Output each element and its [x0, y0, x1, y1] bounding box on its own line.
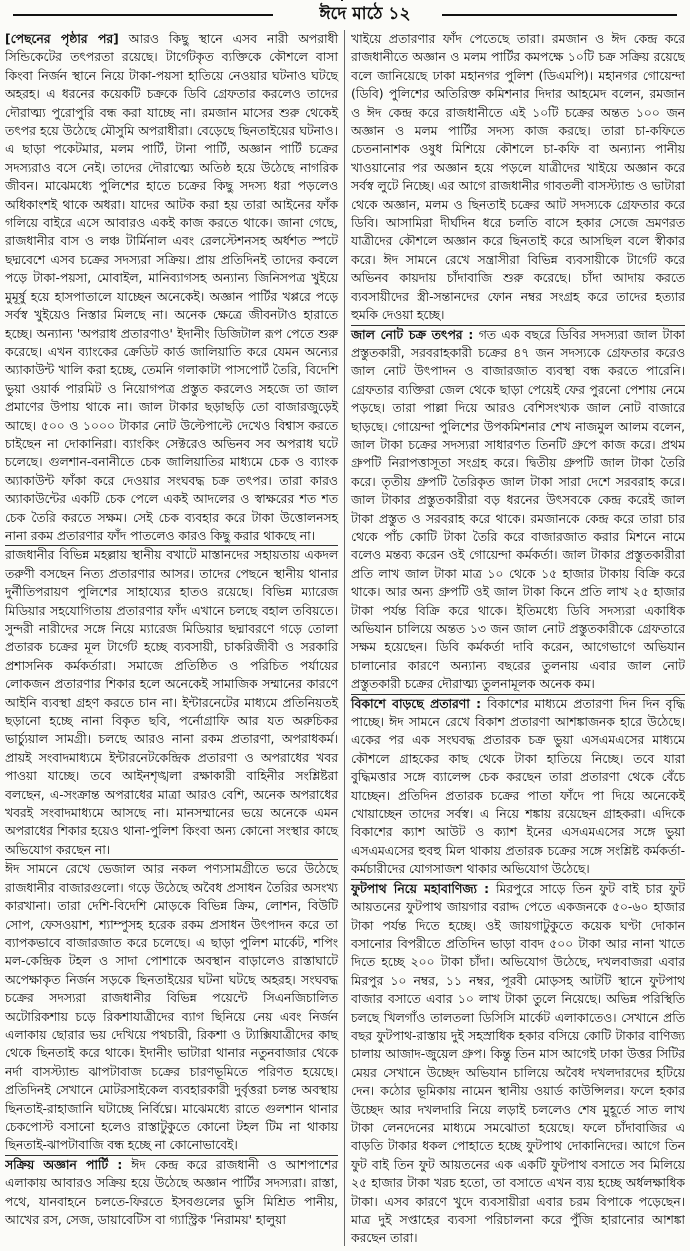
paragraph [351, 325, 685, 694]
paragraph-text: খাইয়ে প্রতারণার ফাঁদ পেতেছে তারা। রমজান ও ঈদ কেন্দ্র করে রাজধানীতে অজ্ঞান ও মলম পার্টির কমপক্ষে ১০টি চক্র সক্রিয় রয়েছে বলে জানিয়েছে ঢাকা মহানগর পুলিশ (ডিএমপি)। মহানগর গোয়েন্দা (ডিবি) পুলিশের অতিরিক্ত কমিশনার দিদার আহমেদ বলেন, রমজান ও ঈদ কেন্দ্র করে রাজধানীতে এই ১০টি চক্রের অন্তত ১০০ জন অজ্ঞান ও মলম পার্টির সদস্য কাজ করছে। তারা চা-কফিতে চেতনানাশক ওষুধ মিশিয়ে কৌশলে চা-কফি বা অন্যান্য পানীয় খাওয়ানোর পর অজ্ঞান হয়ে পড়লে যাত্রীদের খাইয়ে অজ্ঞান করে সর্বস্ব লুটে নিচ্ছে। এর আগে রাজধানীর গাবতলী বাসস্ট্যান্ড ও ভাটারা থেকে অজ্ঞান, মলম ও ছিনতাই চক্রের আট সদস্যকে গ্রেফতার করে ডিবি। আসামিরা দীর্ঘদিন ধরে চলতি বাসে হকার সেজে ভ্রমণরত যাত্রীদের কৌশলে অজ্ঞান করে ছিনতাই করে আসছিল বলে স্বীকার করে। ঈদ সামনে রেখে সন্ত্রাসীরা বিভিন্ন ব্যবসায়ীকে টার্গেট করে অভিনব কায়দায় চাঁদাবাজি শুরু করেছে। চাঁদা আদায় করতে ব্যবসায়ীদের স্ত্রী-সন্তানদের ফোন নম্বর সংগ্রহ করে তাদের হত্যার হুমকি দেওয়া হচ্ছে। [351, 32, 685, 323]
paragraph [351, 879, 685, 1246]
paragraph-text: রাজধানীর বিভিন্ন মহল্লায় স্থানীয় বখাটে মাস্তানদের সহায়তায় একদল তরুণী বসছেন নিত্য প্রতারণার আসর। তাদের পেছনে স্থানীয় থানার দুর্নীতিপরায়ণ পুলিশের সাহায্যের হাতও রয়েছে। বিভিন্ন ম্যারেজ মিডিয়ার সহযোগিতায় প্রতারণার ফাঁদ এখানে চলছে বহাল তবিয়তে। সুন্দরী নারীদের সঙ্গে নিয়ে ম্যারেজ মিডিয়ার ছদ্মাবরণে গড়ে তোলা প্রতারক চক্রের মূল টার্গেট হচ্ছে ব্যবসায়ী, চাকরিজীবী ও সরকারি প্রশাসনিক কর্মকর্তারা। সমাজে প্রতিষ্ঠিত ও পরিচিত পর্যায়ের লোকজন প্রতারণার শিকার হলে অনেকেই সামাজিক সম্মানের কারণে আইনি ব্যবস্থা গ্রহণ করতে চান না। ইন্টারনেটের মাধ্যমে প্রতিনিয়তই ছড়ানো হচ্ছে নানা বিকৃত ছবি, পর্নোগ্রাফি আর যত অরুচিকর ভার্চ্যুয়াল সামগ্রী। চলছে আরও নানা রকম প্রতারণা, অপরাধকর্ম। প্রায়ই সংবাদমাধ্যমে ইন্টারনেটকেন্দ্রিক প্রতারণা ও অপরাধের খবর পাওয়া যাচ্ছে। তবে আইনশৃঙ্খলা রক্ষাকারী বাহিনীর সংশ্লিষ্টরা বলছেন, এ-সংক্রান্ত অপরাধের মাত্রা আরও বেশি, অনেক অপরাধের খবরই সংবাদমাধ্যমে আসছে না। মানসম্মানের ভয়ে অনেকে এমন অপরাধের শিকার হয়েও থানা-পুলিশ কিংবা অন্য কোনো সংস্থার কাছে অভিযোগ করছেন না। [5, 548, 338, 857]
paragraph [5, 545, 338, 859]
right-column [345, 30, 685, 1246]
header-rule-right [442, 14, 677, 16]
continuation-marker: [পেছনের পৃষ্ঠার পর] [5, 32, 119, 46]
paragraph [5, 859, 338, 1155]
paragraph [5, 1155, 338, 1230]
left-column [5, 30, 345, 1246]
section-heading: ফুটপাথ নিয়ে মহাবাণিজ্য : [351, 881, 490, 896]
paragraph-text: আরও কিছু স্থানে এসব নারী অপরাধী সিন্ডিকেটের তৎপরতা রয়েছে। টার্গেটকৃত ব্যক্তিকে কৌশলে বাসা কিংবা নির্জন স্থানে নিয়ে টাকা-পয়সা হাতিয়ে নেওয়ার ঘটনাও ঘটছে অহরহ। এ ধরনের কয়েকটি চক্রকে ডিবি গ্রেফতার করলেও তাদের দৌরাত্ম্য পুরোপুরি বন্ধ করা যাচ্ছে না। রমজান মাসের শুরু থেকেই তৎপর হয়ে উঠেছে মৌসুমি অপরাধীরা। বেড়েছে ছিনতাইয়ের ঘটনাও। এ ছাড়া পকেটমার, মলম পার্টি, টানা পার্টি, অজ্ঞান পার্টি চক্রের সদস্যরাও বসে নেই। তাদের দৌরাত্ম্যে অতিষ্ঠ হয়ে উঠেছে নাগরিক জীবন। মাঝেমধ্যে পুলিশের হাতে চক্রের কিছু সদস্য ধরা পড়লেও অধিকাংশই থাকে অধরা। যাদের আটক করা হয় তারা আইনের ফাঁক গলিয়ে বাইরে এসে আবারও একই কাজ করতে থাকে। জানা গেছে, রাজধানীর বাস ও লঞ্চ টার্মিনাল এবং রেলস্টেশনসহ অর্ধশত স্পটে ছদ্মবেশে এসব চক্রের সদস্যরা সক্রিয়। প্রায় প্রতিদিনই তাদের কবলে পড়ে টাকা-পয়সা, মোবাইল, মানিব্যাগসহ অন্যান্য জিনিসপত্র খুইয়ে মুমূর্ষু হয়ে হাসপাতালে যাচ্ছেন অনেকেই। অজ্ঞান পার্টির খপ্পরে পড়ে সর্বস্ব খুইয়েও নিস্তার মিলছে না। অনেক ক্ষেত্রে জীবনটাও হারাতে হচ্ছে। অন্যান্য 'অপরাধ প্রতারণাও' ইদানীং ডিজিটাল রূপ পেতে শুরু করেছে। এখন ব্যাংকের ক্রেডিট কার্ড জালিয়াতি করে যেমন অন্যের অ্যাকাউন্ট খালি করা হচ্ছে, তেমনি গলাকাটা পাসপোর্ট তৈরি, বিদেশি ভুয়া ওয়ার্ক পারমিট ও নিয়োগপত্র প্রস্তুত করলেও সহজে তা জাল প্রমাণের উপায় থাকে না। জাল টাকার ছড়াছড়ি তো বাজারজুড়েই আছে। ৫০০ ও ১০০০ টাকার নোট উল্টেপাল্টে দেখেও বিশ্বাস করতে চাইছেন না দোকানিরা। ব্যাংকিং সেক্টরেও অভিনব সব অপরাধ ঘটে চলেছে। গুলশান-বনানীতে চেক জালিয়াতির মাধ্যমে চেক ও ব্যাংক অ্যাকাউন্ট ফাঁকা করে দেওয়ার সংঘবদ্ধ চক্র তৎপর। তারা কারও অ্যাকাউন্টের একটি চেক পেলে একই আদলের ও স্বাক্ষরের শত শত চেক তৈরি করতে সক্ষম। সেই চেক ব্যবহার করে টাকা উত্তোলনসহ নানা রকম প্রতারণার ফাঁদ পাতলেও কারও কিছু করার থাকছে না। [5, 32, 339, 543]
paragraph-text: গত এক বছরে ডিবির সদস্যরা জাল টাকা প্রস্তুতকারী, সরবরাহকারী চক্রের ৪৭ জন সদস্যকে গ্রেফতার করেও জাল নোট উৎপাদন ও বাজারজাত ব্যবস্থা বন্ধ করতে পারেনি। গ্রেফতার ব্যক্তিরা জেল থেকে ছাড়া পেয়েই ফের পুরনো পেশায় নেমে পড়ছে। তারা পাল্লা দিয়ে আরও বেশিসংখ্যক জাল নোট বাজারে ছাড়ছে। গোয়েন্দা পুলিশের উপকমিশনার শেখ নাজমুল আলম বলেন, জাল টাকা চক্রের সদস্যরা সাধারণত তিনটি গ্রুপে কাজ করে। প্রথম গ্রুপটি নিরাপত্তাসূতা সংগ্রহ করে। দ্বিতীয় গ্রুপটি জাল টাকা তৈরি করে। তৃতীয় গ্রুপটি তৈরিকৃত জাল টাকা সারা দেশে সরবরাহ করে। জাল টাকার প্রস্তুতকারীরা বড় ধরনের উৎসবকে কেন্দ্র করেই জাল টাকা প্রস্তুত ও সরবরাহ করে থাকে। রমজানকে কেন্দ্র করে তারা চার থেকে পাঁচ কোটি টাকা তৈরি করে বাজারজাত করার মিশনে নামে বলেও মন্তব্য করেন ওই গোয়েন্দা কর্মকর্তা। জাল টাকার প্রস্তুতকারীরা প্রতি লাখ জাল টাকা মাত্র ১০ থেকে ১৫ হাজার টাকায় বিক্রি করে থাকে। আর অন্য গ্রুপটি ওই জাল টাকা কিনে প্রতি লাখ ২৫ হাজার টাকা পর্যন্ত বিক্রি করে থাকে। ইতিমধ্যে ডিবি সদস্যরা একাধিক অভিযান চালিয়ে অন্তত ১৩ জন জাল নোট প্রস্তুতকারীকে গ্রেফতারে সক্ষম হয়েছেন। ডিবি কর্মকর্তা দাবি করেন, আগেভাগে অভিযান চালানোর কারণে অন্যান্য বছরের তুলনায় এবার জাল নোট প্রস্তুতকারী চক্রের দৌরাত্ম্য তুলনামূলক অনেক কম। [351, 327, 685, 692]
paragraph-text: ঈদ কেন্দ্র করে রাজধানী ও আশপাশের এলাকায় আবারও সক্রিয় হয়ে উঠেছে অজ্ঞান পার্টির সদস্যরা। রাস্তা, পথে, যানবাহনে চলতে-ফিরতে ইসবগুলের ভুসি মিশ্রিত পানীয়, আখের রস, সেজ, ডায়াবেটিস বা গ্যাস্ট্রিক 'নিরাময়' হালুয়া [5, 1157, 339, 1227]
paragraph-text: বিকাশের মাধ্যমে প্রতারণা দিন দিন বৃদ্ধি পাচ্ছে। ঈদ সামনে রেখে বিকাশ প্রতারণা আশঙ্কাজনক হারে উঠেছে। একের পর এক সংঘবদ্ধ প্রতারক চক্র ভুয়া এসএমএসের মাধ্যমে কৌশলে গ্রাহকের কাছ থেকে টাকা হাতিয়ে নিচ্ছে। তবে যারা বুদ্ধিমত্তার সঙ্গে ব্যালেন্স চেক করছেন তারা প্রতারণা থেকে বেঁচে যাচ্ছেন। প্রতিদিন প্রতারক চক্রের পাতা ফাঁদে পা দিয়ে অনেকেই খোয়াচ্ছেন তাদের সর্বস্ব। এ নিয়ে শঙ্কায় রয়েছেন গ্রাহকরা। এদিকে বিকাশের ক্যাশ আউট ও ক্যাশ ইনের এসএমএসের সঙ্গে ভুয়া এসএমএসের হুবহু মিল থাকায় প্রতারক চক্রের সঙ্গে সংশ্লিষ্ট কর্মকর্তা-কর্মচারীদের যোগসাজশ থাকার অভিযোগ উঠেছে। [351, 696, 685, 877]
paragraph-text: ঈদ সামনে রেখে ভেজাল আর নকল পণ্যসামগ্রীতে ভরে উঠেছে রাজধানীর বাজারগুলো। গড়ে উঠেছে অবৈধ প্রসাধন তৈরির অসংখ্য কারখানা। তারা দেশি-বিদেশি মোড়কে বিভিন্ন ক্রিম, লোশন, বিউটি সোপ, ফেসওয়াশ, শ্যাম্পুসহ হরেক রকম প্রসাধন উৎপাদন করে তা ব্যাপকভাবে বাজারজাত করে চলেছে। এ ছাড়া পুলিশ মার্কেট, শপিং মল-কেন্দ্রিক টহল ও সাদা পোশাকে অবস্থান বাড়ালেও রাস্তাঘাটে অপেক্ষাকৃত নির্জন সড়কে ছিনতাইয়ের ঘটনা ঘটছে অহরহ। সংঘবদ্ধ চক্রের সদস্যরা রাজধানীর বিভিন্ন পয়েন্টে সিএনজিচালিত অটোরিকশায় চড়ে রিকশাযাত্রীদের ব্যাগ ছিনিয়ে নেয় এবং নির্জন এলাকায় ছোরার ভয় দেখিয়ে পথচারী, রিকশা ও ট্যাক্সিযাত্রীদের কাছ থেকে ছিনতাই করে থাকে। ইদানীং ভাটারা থানার নতুনবাজার থেকে নর্দা বাসস্ট্যান্ড ঝাপটাবাজ চক্রের চারণভূমিতে পরিণত হয়েছে। প্রতিদিনই সেখানে মোটরসাইকেল ব্যবহারকারী দুর্বৃত্তরা চলন্ত অবস্থায় ছিনতাই-রাহাজানি ঘটাচ্ছে নির্বিঘ্নে। মাঝেমধ্যে রাতে গুলশান থানার চেকপোস্ট বসানো হলেও রাস্তাটুকুতে কোনো টহল টিম না থাকায় ছিনতাই-ঝাপটাবাজি বন্ধ হচ্ছে না কোনোভাবেই। [5, 862, 338, 1153]
section-heading: বিকাশে বাড়ছে প্রতারণা : [351, 696, 482, 711]
article-columns [5, 30, 685, 1246]
paragraph [351, 694, 685, 879]
paragraph [5, 30, 338, 545]
header-rule-left [13, 14, 273, 16]
page-header [5, 0, 685, 30]
paragraph-text: মিরপুরে সাড়ে তিন ফুট বাই চার ফুট আয়তনের ফুটপাথ জায়গার বরাদ্দ পেতে একজনকে ৫০-৬০ হাজার টাকা পর্যন্ত দিতে হচ্ছে। ওই জায়গাটুকুতে কয়েক ঘণ্টা দোকান বসানোর বিপরীতে প্রতিদিন ভাড়া বাবদ ৫০০ টাকা আর নানা খাতে দিতে হচ্ছে ২০০ টাকা চাঁদা। অভিযোগ উঠেছে, দখলবাজরা এবার মিরপুর ১০ নম্বর, ১১ নম্বর, পূরবী মোড়সহ আটটি স্থানে ফুটপাথ বাজার বসাতে এবার ১০ লাখ টাকা তুলে নিয়েছে। অভিন্ন পরিস্থিতি চলছে খিলগাঁও তালতলা ডিসিসি মার্কেট এলাকাতেও। সেখানে প্রতি বছর ফুটপাথ-রাস্তায় দুই সহস্রাধিক হকার বসিয়ে কোটি টাকার বাণিজ্য চালায় আজাদ-জুয়েল গ্রুপ। কিন্তু তিন মাস আগেই ঢাকা উত্তর সিটির মেয়র সেখানে উচ্ছেদ অভিযান চালিয়ে অবৈধ দখলদারদের হটিয়ে দেন। কঠোর ভূমিকায় নামেন স্থানীয় ওয়ার্ড কাউন্সিলর। ফলে হকার উচ্ছেদ আর দখলদারি নিয়ে লড়াই চললেও শেষ মুহূর্তে সাত লাখ টাকা লেনদেনের মাধ্যমে সমঝোতা হয়েছে। ফলে চাঁদাবাজির এ বাড়তি টাকার ধকল পোহাতে হচ্ছে ফুটপাথ দোকানিদের। আগে তিন ফুট বাই তিন ফুট আয়তনের এক একটি ফুটপাথ বসাতে সব মিলিয়ে ২৫ হাজার টাকা খরচ হতো, তা বসাতে এখন ব্যয় হচ্ছে অর্ধলক্ষাধিক টাকা। এসব কারণে খুদে ব্যবসায়ীরা এবার চরম বিপাকে পড়েছেন। মাত্র দুই সপ্তাহের ব্যবসা পরিচালনা করে পুঁজি হারানোর আশঙ্কা করছেন তারা। [351, 881, 685, 1246]
page-title: ঈদে মাঠে ১২ [309, 1, 420, 29]
section-heading: সক্রিয় অজ্ঞান পার্টি : [5, 1157, 123, 1172]
paragraph [351, 30, 685, 325]
section-heading: জাল নোট চক্র তৎপর : [351, 327, 474, 342]
